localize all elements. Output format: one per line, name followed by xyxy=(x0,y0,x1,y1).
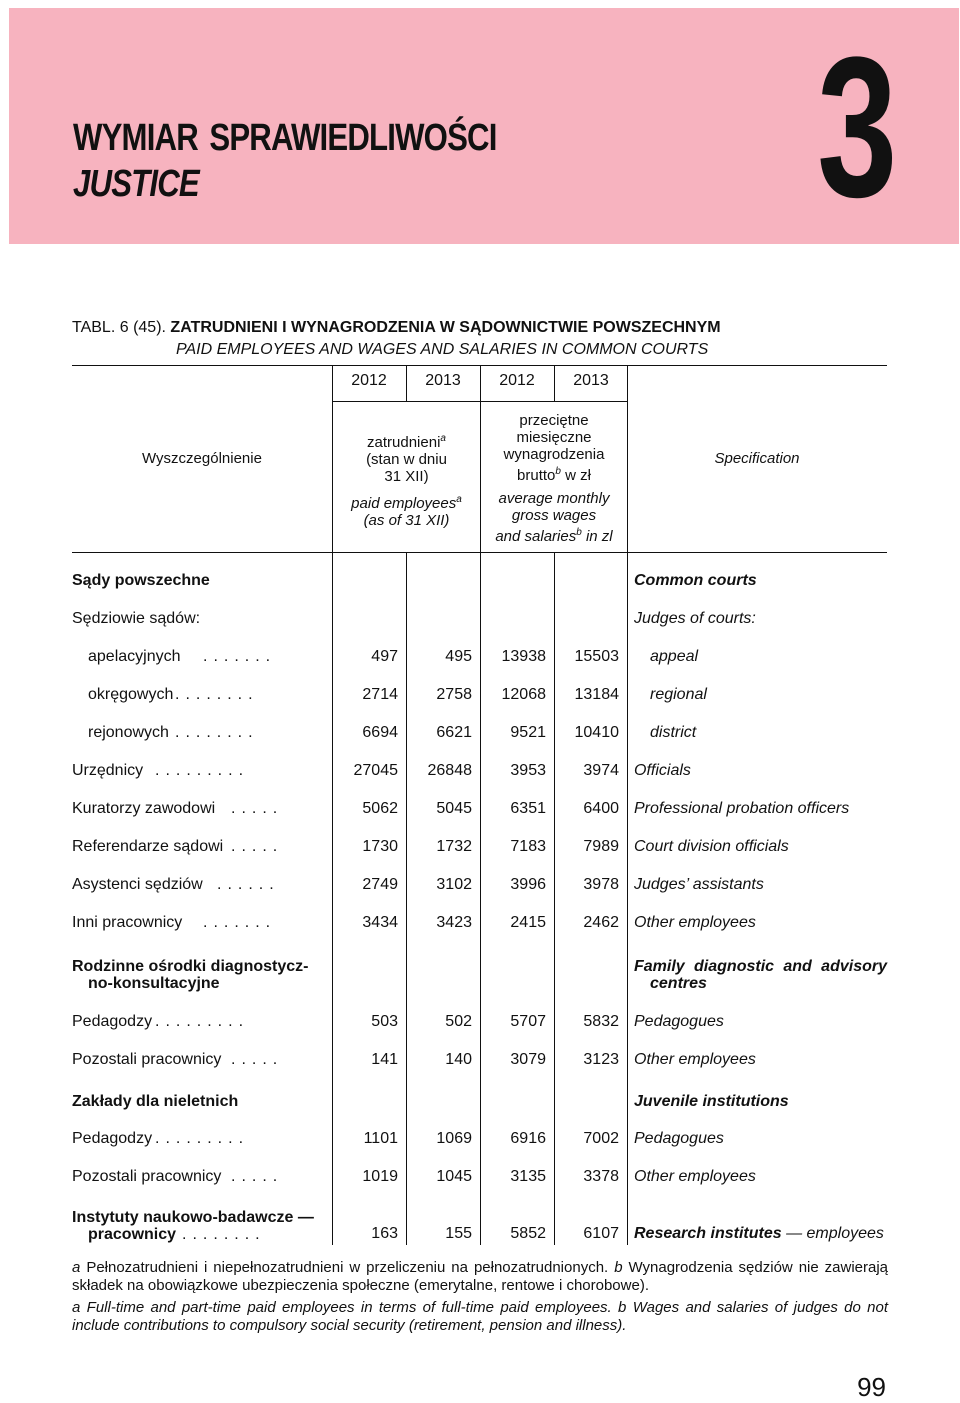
cell-value: 3974 xyxy=(583,762,619,779)
cell-value: 1019 xyxy=(362,1168,398,1185)
section-common-courts-en: Common courts xyxy=(634,572,757,589)
row-label-pl: Pedagodzy xyxy=(72,1130,153,1147)
cell-value: 2758 xyxy=(436,686,472,703)
title-word-1: WYMIAR xyxy=(73,117,198,159)
row-label-pl: Referendarze sądowi xyxy=(72,838,224,855)
section-family-en-line-1: Family diagnostic and advisory xyxy=(634,958,887,975)
row-label-en: Other employees xyxy=(634,914,756,931)
cell-value: 3079 xyxy=(510,1051,546,1068)
row-label-en: Pedagogues xyxy=(634,1013,724,1030)
footnote-en-b: Wages and salaries of judges do not include contributions to compulsory social security (retirement, pension and illness). xyxy=(72,1299,889,1334)
footnote-en xyxy=(72,1299,888,1335)
header-wages-en-4: in zl xyxy=(585,528,613,545)
cell-value: 9521 xyxy=(510,724,546,741)
header-employees-en-2: (as of 31 XII) xyxy=(363,512,450,529)
cell-value: 6351 xyxy=(510,800,546,817)
subsection-judges-pl: Sędziowie sądów: xyxy=(72,610,201,627)
header-wages-en-3: and salaries xyxy=(495,528,577,545)
page-number: 99 xyxy=(857,1372,886,1402)
cell-value: 495 xyxy=(445,648,472,665)
cell-value: 5062 xyxy=(362,800,398,817)
leader-dots: ..... xyxy=(231,838,284,855)
header-wages-pl-1: przeciętne xyxy=(519,412,589,429)
footnote-marker-a: a xyxy=(72,1259,81,1276)
leader-dots: ........ xyxy=(175,686,259,703)
footnote-en-a: Full-time and part-time paid employees in terms of full-time paid employees. xyxy=(86,1299,612,1316)
chapter-banner xyxy=(9,8,959,244)
cell-value: 5045 xyxy=(436,800,472,817)
row-label-pl: Pozostali pracownicy xyxy=(72,1051,222,1068)
table-title-en: PAID EMPLOYEES AND WAGES AND SALARIES IN COMMON COURTS xyxy=(176,341,709,358)
chapter-number: 3 xyxy=(816,16,897,239)
header-specification-en-text: Specification xyxy=(714,450,800,467)
section-research-pl xyxy=(72,1209,314,1243)
row-label-en: Judges’ assistants xyxy=(634,876,764,893)
cell-value: 7002 xyxy=(583,1130,619,1147)
row-label-pl: Pedagodzy xyxy=(72,1013,153,1030)
cell-value: 13938 xyxy=(501,648,546,665)
header-specification-pl: Wyszczególnienie xyxy=(142,450,262,467)
leader-dots: ........ xyxy=(175,724,259,741)
row-label-en: Pedagogues xyxy=(634,1130,724,1147)
leader-dots: ......... xyxy=(155,762,250,779)
header-employees-pl-1: zatrudnieni xyxy=(367,434,441,451)
cell-value: 3123 xyxy=(583,1051,619,1068)
leader-dots: ....... xyxy=(203,648,277,665)
cell-value: 1069 xyxy=(436,1130,472,1147)
title-word-2: SPRAWIEDLIWOŚCI xyxy=(209,117,497,159)
footnote-marker-a: a xyxy=(72,1299,81,1316)
cell-value: 497 xyxy=(371,648,398,665)
section-family-pl-line-1: Rodzinne ośrodki diagnostycz- xyxy=(72,958,309,975)
cell-value: 13184 xyxy=(574,686,619,703)
cell-value: 1730 xyxy=(362,838,398,855)
leader-dots: ...... xyxy=(217,876,280,893)
chapter-title-en: JUSTICE xyxy=(73,162,199,205)
cell-value: 1101 xyxy=(363,1130,398,1147)
footnote-marker-b: b xyxy=(618,1299,627,1316)
row-label-en: Professional probation officers xyxy=(634,800,850,817)
table-number: TABL. 6 (45). xyxy=(72,319,166,336)
cell-value: 3102 xyxy=(436,876,472,893)
leader-dots: ..... xyxy=(231,800,284,817)
cell-value: 2714 xyxy=(362,686,398,703)
cell-value: 1732 xyxy=(436,838,472,855)
header-specification-en xyxy=(628,450,886,467)
cell-value: 3434 xyxy=(362,914,398,931)
row-label-pl: Pozostali pracownicy xyxy=(72,1168,222,1185)
row-label-en: district xyxy=(650,724,697,741)
cell-value: 3135 xyxy=(510,1168,546,1185)
footnote-marker-b: b xyxy=(555,466,561,477)
cell-value: 5832 xyxy=(583,1013,619,1030)
cell-value: 2749 xyxy=(362,876,398,893)
row-label-pl: rejonowych xyxy=(88,724,169,741)
cell-value: 3996 xyxy=(510,876,546,893)
footnote-marker-a: a xyxy=(456,494,462,505)
year-header: 2012 xyxy=(499,372,535,389)
cell-value: 7183 xyxy=(510,838,546,855)
cell-value: 15503 xyxy=(574,648,619,665)
cell-value: 2462 xyxy=(583,914,619,931)
row-label-pl: Urzędnicy xyxy=(72,762,144,779)
section-research-en xyxy=(634,1225,884,1243)
cell-value: 6107 xyxy=(583,1225,619,1242)
section-juvenile-en: Juvenile institutions xyxy=(634,1093,789,1110)
row-label-pl: Asystenci sędziów xyxy=(72,876,203,893)
footnote-pl-b: Wynagrodzenia sędziów nie zawierają składek na obowiązkowe ubezpieczenia społeczne (emerytalne, rentowe i chorobowe). xyxy=(72,1259,889,1294)
cell-value: 7989 xyxy=(583,838,619,855)
section-family-pl-line-2: no-konsultacyjne xyxy=(88,975,220,992)
leader-dots: ........ xyxy=(182,1226,266,1243)
cell-value: 26848 xyxy=(427,762,472,779)
section-juvenile-pl: Zakłady dla nieletnich xyxy=(72,1093,239,1110)
table-caption xyxy=(72,317,721,358)
row-label-en: Other employees xyxy=(634,1168,756,1185)
header-employees-en-1: paid employees xyxy=(351,495,457,512)
cell-value: 12068 xyxy=(501,686,546,703)
section-research-en-rest: — employees xyxy=(786,1225,884,1242)
cell-value: 6694 xyxy=(362,724,398,741)
cell-value: 3953 xyxy=(510,762,546,779)
cell-value: 6400 xyxy=(583,800,619,817)
header-wages-en-2: gross wages xyxy=(511,507,597,524)
cell-value: 5852 xyxy=(510,1225,546,1242)
cell-value: 141 xyxy=(371,1051,398,1068)
cell-value: 503 xyxy=(371,1013,398,1030)
footnote-marker-b: b xyxy=(614,1259,623,1276)
cell-value: 155 xyxy=(445,1225,472,1242)
leader-dots: ......... xyxy=(155,1130,250,1147)
cell-value: 6916 xyxy=(510,1130,546,1147)
cell-value: 6621 xyxy=(436,724,472,741)
row-label-pl: okręgowych xyxy=(88,686,174,703)
row-label-pl: apelacyjnych xyxy=(88,648,181,665)
header-wages xyxy=(481,412,627,545)
row-label-en: appeal xyxy=(650,648,699,665)
row-label-en: regional xyxy=(650,686,707,703)
col-divider-5 xyxy=(627,365,628,1245)
section-family-en-line-2: centres xyxy=(650,975,707,992)
header-employees-pl-2: (stan w dniu xyxy=(366,451,447,468)
cell-value: 140 xyxy=(445,1051,472,1068)
cell-value: 10410 xyxy=(574,724,619,741)
cell-value: 3378 xyxy=(583,1168,619,1185)
table-title-pl: ZATRUDNIENI I WYNAGRODZENIA W SĄDOWNICTWIE POWSZECHNYM xyxy=(170,319,721,336)
row-label-pl: Inni pracownicy xyxy=(72,914,183,931)
year-header: 2013 xyxy=(425,372,461,389)
cell-value: 3978 xyxy=(583,876,619,893)
section-research-pl-line-2: pracownicy xyxy=(88,1226,177,1243)
row-label-en: Officials xyxy=(634,762,691,779)
row-label-en: Court division officials xyxy=(634,838,789,855)
chapter-title xyxy=(73,118,508,206)
header-wages-pl-5: w zł xyxy=(565,467,591,484)
section-research-en-bold: Research institutes xyxy=(634,1225,782,1242)
header-wages-pl-4: brutto xyxy=(517,467,556,484)
leader-dots: ..... xyxy=(231,1051,284,1068)
cell-value: 27045 xyxy=(353,762,398,779)
cell-value: 1045 xyxy=(436,1168,472,1185)
footnote-pl xyxy=(72,1259,888,1295)
footnote-marker-b: b xyxy=(576,527,582,538)
cell-value: 163 xyxy=(371,1225,398,1242)
section-family-centres-en xyxy=(634,958,887,992)
header-employees xyxy=(333,430,480,529)
header-wages-pl-3: wynagrodzenia xyxy=(503,446,605,463)
cell-value: 2415 xyxy=(510,914,546,931)
section-research-pl-line-1: Instytuty naukowo-badawcze — xyxy=(72,1209,314,1226)
year-header: 2013 xyxy=(573,372,609,389)
row-label-en: Other employees xyxy=(634,1051,756,1068)
leader-dots: ......... xyxy=(155,1013,250,1030)
footnote-pl-a: Pełnozatrudnieni i niepełnozatrudnieni w przeliczeniu na pełnozatrudnionych. xyxy=(86,1259,609,1276)
chapter-title-pl xyxy=(73,118,508,160)
header-wages-pl-2: miesięczne xyxy=(516,429,592,446)
section-common-courts-pl: Sądy powszechne xyxy=(72,572,210,589)
year-header: 2012 xyxy=(351,372,387,389)
cell-value: 5707 xyxy=(510,1013,546,1030)
cell-value: 3423 xyxy=(436,914,472,931)
subsection-judges-en: Judges of courts: xyxy=(634,610,756,627)
leader-dots: ..... xyxy=(231,1168,284,1185)
leader-dots: ....... xyxy=(203,914,277,931)
footnote-marker-a: a xyxy=(440,433,446,444)
cell-value: 502 xyxy=(445,1013,472,1030)
header-employees-pl-3: 31 XII) xyxy=(384,468,429,485)
section-family-centres-pl xyxy=(72,958,308,992)
row-label-pl: Kuratorzy zawodowi xyxy=(72,800,216,817)
col-divider-2 xyxy=(406,552,407,1245)
header-wages-en-1: average monthly xyxy=(498,490,610,507)
